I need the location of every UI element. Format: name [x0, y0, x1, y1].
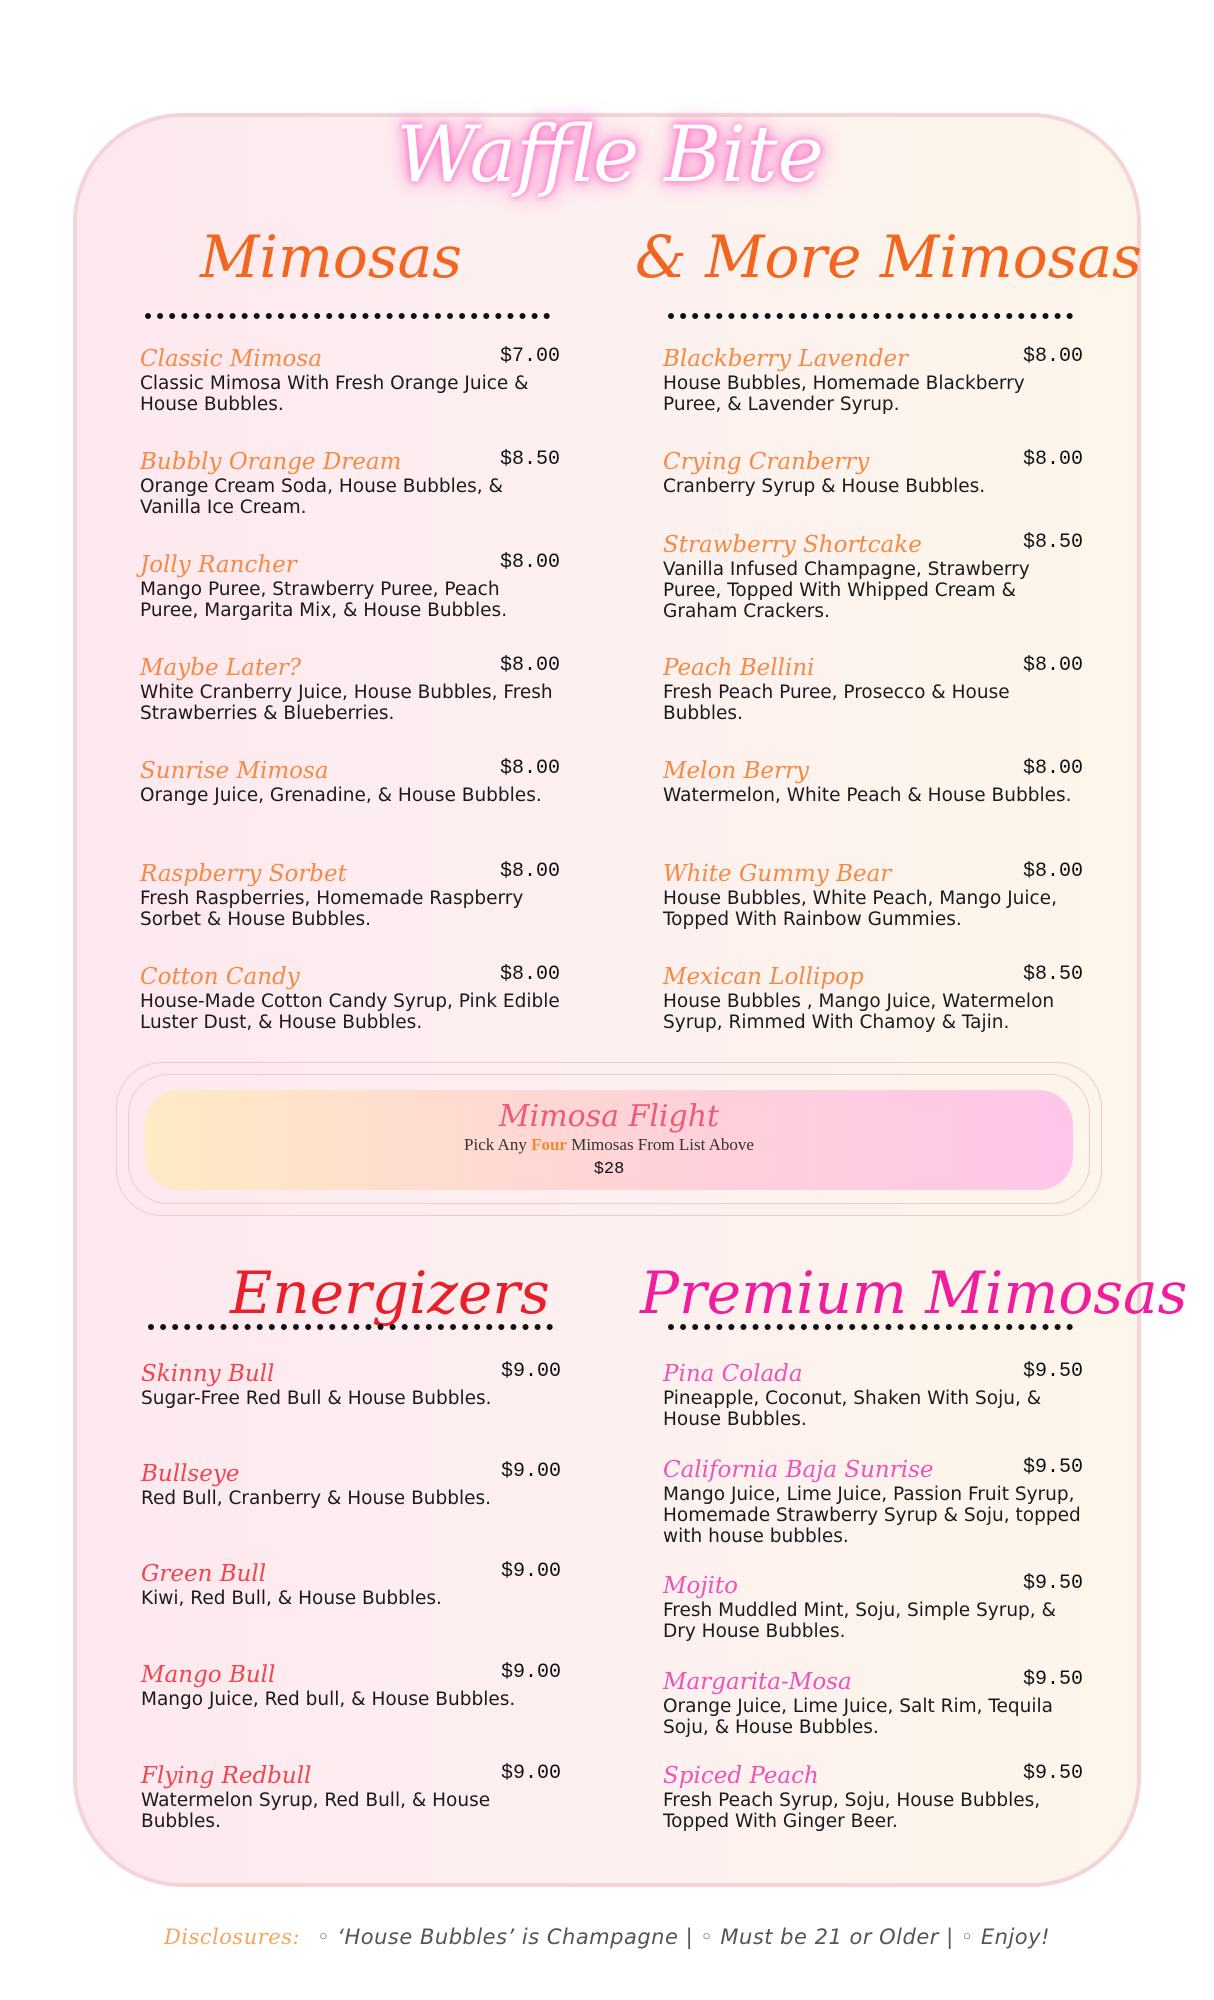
menu-item-price: $9.50	[1022, 1572, 1083, 1595]
menu-item-price: $9.50	[1022, 1762, 1083, 1785]
flight-sub-pre: Pick Any	[464, 1135, 527, 1154]
menu-item-name: Skinny Bull	[141, 1361, 275, 1387]
menu-item-price: $9.00	[500, 1560, 561, 1583]
menu-item-price: $8.00	[1022, 860, 1083, 883]
menu-item-name: Flying Redbull	[141, 1763, 312, 1789]
waffle-bite-logo: Waffle Bite	[396, 110, 824, 200]
flight-subtitle	[145, 1134, 1073, 1156]
menu-item	[663, 654, 1083, 724]
menu-item-name: Maybe Later?	[140, 655, 302, 681]
menu-item-price: $8.00	[499, 551, 560, 574]
menu-item	[140, 551, 560, 621]
menu-item	[663, 1762, 1083, 1832]
menu-item-name: Spiced Peach	[663, 1763, 819, 1789]
menu-item-description: Orange Cream Soda, House Bubbles, & Vanilla Ice Cream.	[140, 476, 503, 518]
menu-item	[663, 531, 1083, 622]
menu-item-price: $9.50	[1022, 1360, 1083, 1383]
menu-item-name: Classic Mimosa	[140, 346, 322, 372]
flight-sub-highlight: Four	[531, 1135, 567, 1154]
menu-item-name: Melon Berry	[663, 758, 809, 784]
menu-item-description: Fresh Peach Puree, Prosecco & House Bubbles.	[663, 682, 1010, 724]
menu-item	[663, 1456, 1083, 1547]
menu-item-description: Orange Juice, Lime Juice, Salt Rim, Tequila Soju, & House Bubbles.	[663, 1696, 1053, 1738]
menu-item-description: Mango Juice, Lime Juice, Passion Fruit Syrup, Homemade Strawberry Syrup & Soju, topped with house bubbles.	[663, 1484, 1081, 1547]
menu-item-description: Pineapple, Coconut, Shaken With Soju, & House Bubbles.	[663, 1388, 1042, 1430]
menu-item-price: $9.00	[500, 1460, 561, 1483]
disclosures	[0, 1925, 1214, 1949]
menu-item	[663, 963, 1083, 1033]
menu-item	[663, 1572, 1083, 1642]
menu-item	[140, 757, 560, 806]
menu-item-name: Cotton Candy	[140, 964, 300, 990]
menu-item	[663, 1668, 1083, 1738]
menu-item	[140, 448, 560, 518]
menu-item-description: Watermelon Syrup, Red Bull, & House Bubbles.	[141, 1790, 491, 1832]
menu-item	[141, 1560, 561, 1609]
menu-item-description: Fresh Muddled Mint, Soju, Simple Syrup, & Dry House Bubbles.	[663, 1600, 1056, 1642]
menu-item-description: House Bubbles , Mango Juice, Watermelon Syrup, Rimmed With Chamoy & Tajin.	[663, 991, 1055, 1033]
menu-item-description: House Bubbles, Homemade Blackberry Puree, & Lavender Syrup.	[663, 373, 1025, 415]
menu-item-description: Classic Mimosa With Fresh Orange Juice & House Bubbles.	[140, 373, 529, 415]
menu-item-name: Mango Bull	[141, 1662, 276, 1688]
flight-price: $28	[593, 1160, 625, 1179]
menu-item	[663, 757, 1083, 806]
menu-item-price: $9.50	[1022, 1456, 1083, 1479]
menu-item-description: Vanilla Infused Champagne, Strawberry Puree, Topped With Whipped Cream & Graham Crackers.	[663, 559, 1030, 622]
menu-item	[663, 345, 1083, 415]
menu-item-price: $8.00	[1022, 757, 1083, 780]
menu-item-description: Kiwi, Red Bull, & House Bubbles.	[141, 1588, 442, 1609]
menu-item	[140, 345, 560, 415]
menu-item	[663, 860, 1083, 930]
menu-item-price: $8.50	[499, 448, 560, 471]
menu-item-name: Margarita-Mosa	[663, 1669, 852, 1695]
menu-item-description: Orange Juice, Grenadine, & House Bubbles.	[140, 785, 542, 806]
menu-item-price: $8.50	[1022, 963, 1083, 986]
menu-item-price: $9.00	[500, 1360, 561, 1383]
menu-item-price: $8.00	[499, 654, 560, 677]
menu-item-description: Sugar-Free Red Bull & House Bubbles.	[141, 1388, 492, 1409]
menu-item-description: Cranberry Syrup & House Bubbles.	[663, 476, 986, 497]
menu-item	[140, 963, 560, 1033]
menu-item-name: Mexican Lollipop	[663, 964, 864, 990]
menu-item-price: $8.00	[1022, 448, 1083, 471]
disclosures-label: Disclosures:	[163, 1925, 301, 1949]
menu-item-description: Watermelon, White Peach & House Bubbles.	[663, 785, 1072, 806]
menu-item-description: Mango Puree, Strawberry Puree, Peach Puree, Margarita Mix, & House Bubbles.	[140, 579, 508, 621]
energizers-title: Energizers	[230, 1259, 550, 1327]
menu-item-name: Bullseye	[141, 1461, 240, 1487]
energizers-divider	[148, 1324, 553, 1330]
menu-item	[141, 1460, 561, 1509]
menu-item-name: Pina Colada	[663, 1361, 803, 1387]
menu-item-price: $9.00	[500, 1762, 561, 1785]
menu-item-price: $9.00	[500, 1661, 561, 1684]
menu-item-description: Red Bull, Cranberry & House Bubbles.	[141, 1488, 492, 1509]
menu-item-price: $8.00	[499, 963, 560, 986]
menu-item-description: Fresh Peach Syrup, Soju, House Bubbles, Topped With Ginger Beer.	[663, 1790, 1041, 1832]
menu-item-price: $7.00	[499, 345, 560, 368]
menu-item-price: $8.00	[499, 757, 560, 780]
premium-mimosas-title: Premium Mimosas	[640, 1259, 1188, 1327]
menu-item	[663, 1360, 1083, 1430]
menu-item-price: $9.50	[1022, 1668, 1083, 1691]
premium-mimosas-divider	[668, 1324, 1073, 1330]
menu-item-name: Strawberry Shortcake	[663, 532, 922, 558]
menu-item-description: Fresh Raspberries, Homemade Raspberry Sorbet & House Bubbles.	[140, 888, 524, 930]
menu-item-description: Mango Juice, Red bull, & House Bubbles.	[141, 1689, 516, 1710]
flight-sub-post: Mimosas From List Above	[571, 1135, 754, 1154]
menu-item	[140, 860, 560, 930]
more-mimosas-divider	[668, 313, 1073, 319]
menu-item-name: Sunrise Mimosa	[140, 758, 329, 784]
menu-item-description: House-Made Cotton Candy Syrup, Pink Edible Luster Dust, & House Bubbles.	[140, 991, 560, 1033]
menu-item	[141, 1360, 561, 1409]
menu-item-name: California Baja Sunrise	[663, 1457, 934, 1483]
menu-item-price: $8.50	[1022, 531, 1083, 554]
menu-item-name: Jolly Rancher	[140, 552, 297, 578]
menu-item-name: Peach Bellini	[663, 655, 815, 681]
menu-item-price: $8.00	[1022, 654, 1083, 677]
menu-item-description: House Bubbles, White Peach, Mango Juice, Topped With Rainbow Gummies.	[663, 888, 1057, 930]
menu-item	[141, 1762, 561, 1832]
menu-item-name: Raspberry Sorbet	[140, 861, 347, 887]
menu-item	[663, 448, 1083, 497]
mimosas-title: Mimosas	[200, 223, 462, 291]
disclosures-text: ◦ ‘House Bubbles’ is Champagne | ◦ Must be 21 or Older | ◦ Enjoy!	[317, 1925, 1050, 1949]
menu-item-name: Green Bull	[141, 1561, 267, 1587]
menu-item-name: Crying Cranberry	[663, 449, 870, 475]
flight-title: Mimosa Flight	[498, 1099, 720, 1134]
menu-item-description: White Cranberry Juice, House Bubbles, Fresh Strawberries & Blueberries.	[140, 682, 553, 724]
mimosa-flight-box	[145, 1090, 1073, 1190]
menu-item-name: Mojito	[663, 1573, 738, 1599]
more-mimosas-title: & More Mimosas	[635, 223, 1142, 291]
menu-item	[140, 654, 560, 724]
mimosas-divider	[145, 313, 550, 319]
menu-item	[141, 1661, 561, 1710]
menu-item-price: $8.00	[499, 860, 560, 883]
menu-item-name: Blackberry Lavender	[663, 346, 909, 372]
menu-item-name: White Gummy Bear	[663, 861, 892, 887]
menu-item-price: $8.00	[1022, 345, 1083, 368]
menu-item-name: Bubbly Orange Dream	[140, 449, 402, 475]
